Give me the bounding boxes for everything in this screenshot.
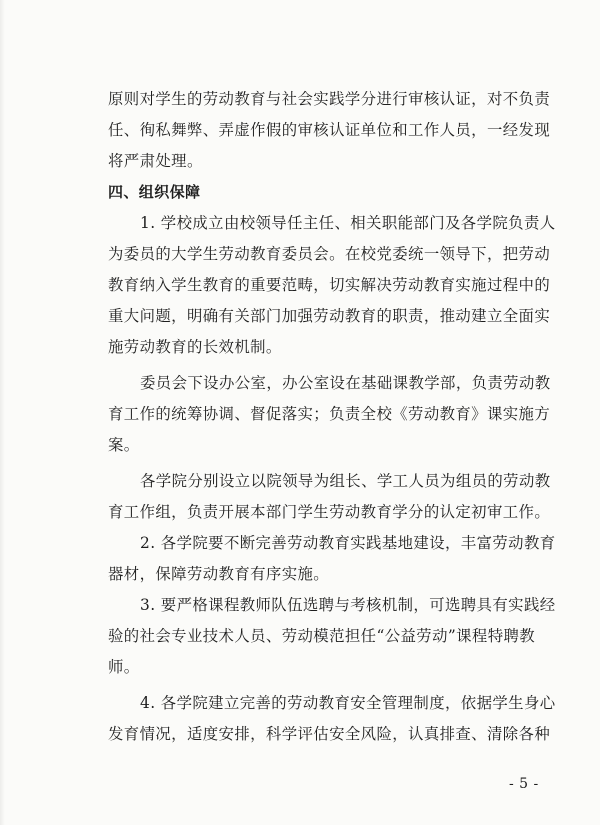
paragraph-line: 为委员的大学生劳动教育委员会。在校党委统一领导下，把劳动 — [108, 245, 551, 263]
paragraph-line: 施劳动教育的长效机制。 — [108, 338, 282, 356]
section-heading: 四、组织保障 — [108, 183, 201, 201]
document-body — [108, 84, 556, 750]
scan-edge-shadow — [0, 0, 5, 825]
paragraph-line: 育工作的统筹协调、督促落实；负责全校《劳动教育》课实施方 — [108, 405, 551, 423]
page-number: - 5 - — [509, 776, 539, 792]
paragraph-line: 2. 各学院要不断完善劳动教育实践基地建设，丰富劳动教育 — [140, 534, 556, 552]
paragraph-line: 将严肃处理。 — [108, 152, 203, 170]
paragraph-line: 原则对学生的劳动教育与社会实践学分进行审核认证，对不负责 — [108, 90, 551, 108]
paragraph-line: 发育情况，适度安排，科学评估安全风险，认真排查、清除各种 — [108, 725, 551, 743]
paragraph-line: 4. 各学院建立完善的劳动教育安全管理制度，依据学生身心 — [140, 694, 556, 712]
paragraph-line: 委员会下设办公室，办公室设在基础课教学部，负责劳动教 — [140, 374, 551, 392]
paragraph-line: 教育纳入学生教育的重要范畴，切实解决劳动教育实施过程中的 — [108, 276, 551, 294]
paragraph-line: 案。 — [108, 436, 140, 454]
paragraph-line: 任、徇私舞弊、弄虚作假的审核认证单位和工作人员，一经发现 — [108, 121, 551, 139]
paragraph-line: 器材，保障劳动教育有序实施。 — [108, 565, 330, 583]
paragraph-line: 验的社会专业技术人员、劳动模范担任“公益劳动”课程特聘教 — [108, 627, 536, 645]
paragraph-line: 育工作组，负责开展本部门学生劳动教育学分的认定初审工作。 — [108, 503, 551, 521]
paragraph-line: 1. 学校成立由校领导任主任、相关职能部门及各学院负责人 — [140, 214, 556, 232]
paragraph-line: 重大问题，明确有关部门加强劳动教育的职责，推动建立全面实 — [108, 307, 551, 325]
paragraph-line: 师。 — [108, 658, 140, 676]
paragraph-line: 各学院分别设立以院领导为组长、学工人员为组员的劳动教 — [140, 472, 551, 490]
paragraph-line: 3. 要严格课程教师队伍选聘与考核机制，可选聘具有实践经 — [140, 596, 556, 614]
